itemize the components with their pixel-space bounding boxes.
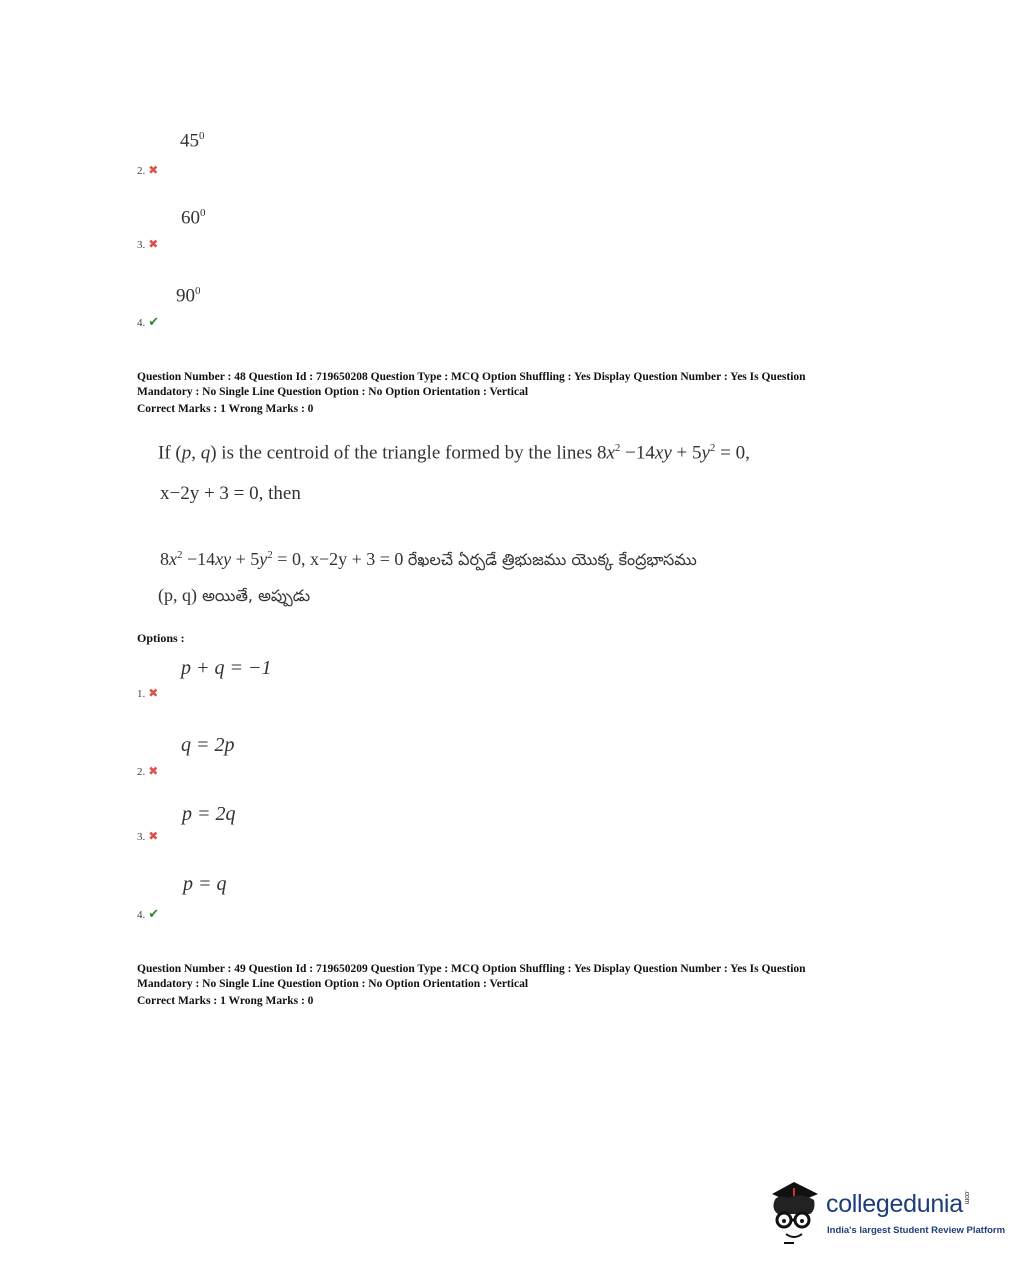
question-48-english-line-1: If (p, q) is the centroid of the triangle formed by the lines $8x^2 -14xy + 5y^2 = 0$, [158,442,750,464]
option-number: 2. [137,766,146,778]
cross-icon: ✖ [148,829,159,843]
prev-option-3 [137,235,158,253]
marks-line: Correct Marks : 1 Wrong Marks : 0 [137,995,314,1007]
question-48-english-line-2: x−2y + 3 = 0, then [160,483,301,504]
options-label: Options : [137,631,185,645]
option-number: 2. [137,165,146,177]
question-49-meta [137,962,907,1009]
option-3 [137,827,158,845]
check-icon: ✔ [148,314,160,329]
meta-line-2: Mandatory : No Single Line Question Option : No Option Orientation : Vertical [137,386,529,398]
cross-icon: ✖ [148,764,159,778]
cross-icon: ✖ [148,163,159,177]
prev-option-3-value: $60^0$ [181,207,206,229]
option-1 [137,684,158,702]
logo-wordmark: collegedunia.com [826,1190,970,1218]
meta-line-1: Question Number : 48 Question Id : 719650208 Question Type : MCQ Option Shuffling : Yes Display Question Number : Yes Is Question [137,371,806,383]
option-number: 4. [137,317,146,329]
cross-icon: ✖ [148,686,159,700]
collegedunia-logo [764,1176,1006,1246]
prev-option-4-value: $90^0$ [176,285,201,307]
option-4-expression: p = q [183,873,227,895]
cross-icon: ✖ [148,237,159,251]
check-icon: ✔ [148,906,160,921]
mascot-icon [764,1176,824,1246]
prev-option-2-value: $45^0$ [180,130,205,152]
prev-option-4 [137,313,159,331]
question-48-telugu-line-1: $8x^2 -14xy + 5y^2 = 0$, x−2y + 3 = 0 రేఖలచే ఏర్పడే త్రిభుజము యొక్క కేంద్రభాసము [160,549,697,569]
meta-line-2: Mandatory : No Single Line Question Option : No Option Orientation : Vertical [137,978,529,990]
option-3-expression: p = 2q [182,803,236,825]
option-1-expression: p + q = −1 [181,657,272,679]
option-2-expression: q = 2p [181,734,235,756]
option-2 [137,762,158,780]
option-number: 4. [137,909,146,921]
question-48-telugu-line-2: (p, q) అయితే, అప్పుడు [158,585,311,605]
option-number: 1. [137,688,146,700]
option-number: 3. [137,239,146,251]
question-48-meta [137,370,907,417]
prev-option-2 [137,161,158,179]
marks-line: Correct Marks : 1 Wrong Marks : 0 [137,403,314,415]
option-number: 3. [137,831,146,843]
meta-line-1: Question Number : 49 Question Id : 719650209 Question Type : MCQ Option Shuffling : Yes Display Question Number : Yes Is Question [137,963,806,975]
option-4 [137,905,159,923]
logo-tagline: India's largest Student Review Platform [827,1225,1006,1236]
